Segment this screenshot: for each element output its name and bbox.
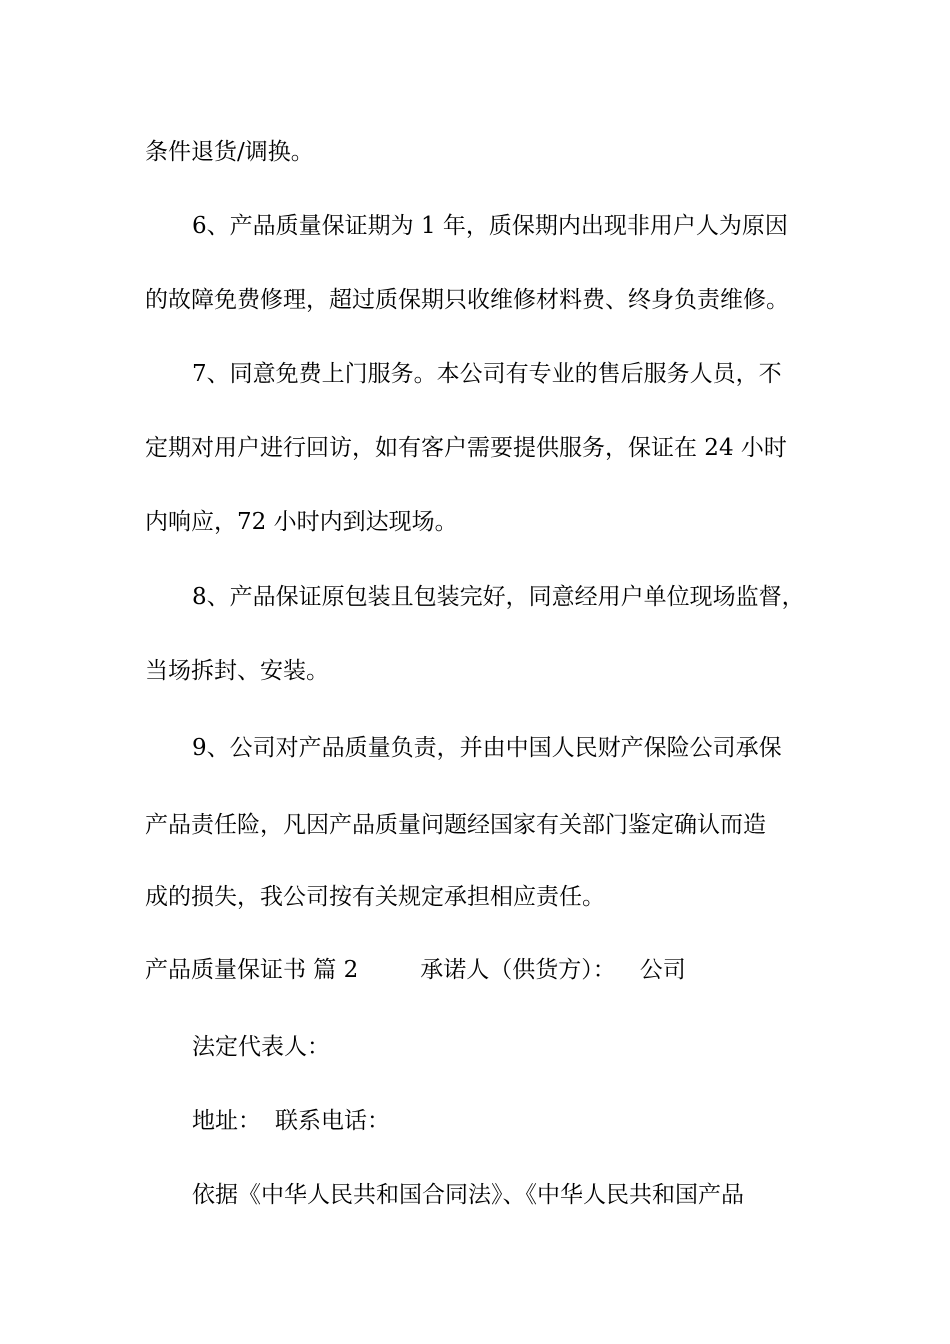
- contact-line: [192, 1106, 832, 1136]
- paragraph-line-6: 内响应，72 小时内到达现场。: [145, 509, 458, 535]
- paragraph-line-1: 条件退货/调换。: [145, 139, 314, 165]
- section-heading: [145, 955, 845, 985]
- paragraph-line-2: 6、产品质量保证期为 1 年，质保期内出现非用户人为原因: [192, 213, 788, 239]
- phone-label: 联系电话：: [275, 1108, 390, 1134]
- paragraph-line-4: 7、同意免费上门服务。本公司有专业的售后服务人员，不: [192, 361, 782, 387]
- company-label: 公司: [639, 957, 686, 983]
- address-label: 地址：: [192, 1108, 261, 1134]
- promisor-label: 承诺人（供货方）：: [420, 957, 616, 983]
- paragraph-line-11: 成的损失，我公司按有关规定承担相应责任。: [145, 884, 605, 910]
- paragraph-line-10: 产品责任险，凡因产品质量问题经国家有关部门鉴定确认而造: [145, 812, 766, 838]
- section-title: 产品质量保证书 篇 2: [145, 957, 359, 983]
- paragraph-line-7: 8、产品保证原包装且包装完好，同意经用户单位现场监督，: [192, 584, 805, 610]
- paragraph-line-8: 当场拆封、安装。: [145, 658, 329, 684]
- legal-representative-line: 法定代表人：: [192, 1034, 330, 1060]
- paragraph-line-3: 的故障免费修理，超过质保期只收维修材料费、终身负责维修。: [145, 287, 789, 313]
- paragraph-line-last: 依据《中华人民共和国合同法》、《中华人民共和国产品: [192, 1182, 744, 1208]
- paragraph-line-9: 9、公司对产品质量负责，并由中国人民财产保险公司承保: [192, 735, 782, 761]
- paragraph-line-5: 定期对用户进行回访，如有客户需要提供服务，保证在 24 小时: [145, 435, 787, 461]
